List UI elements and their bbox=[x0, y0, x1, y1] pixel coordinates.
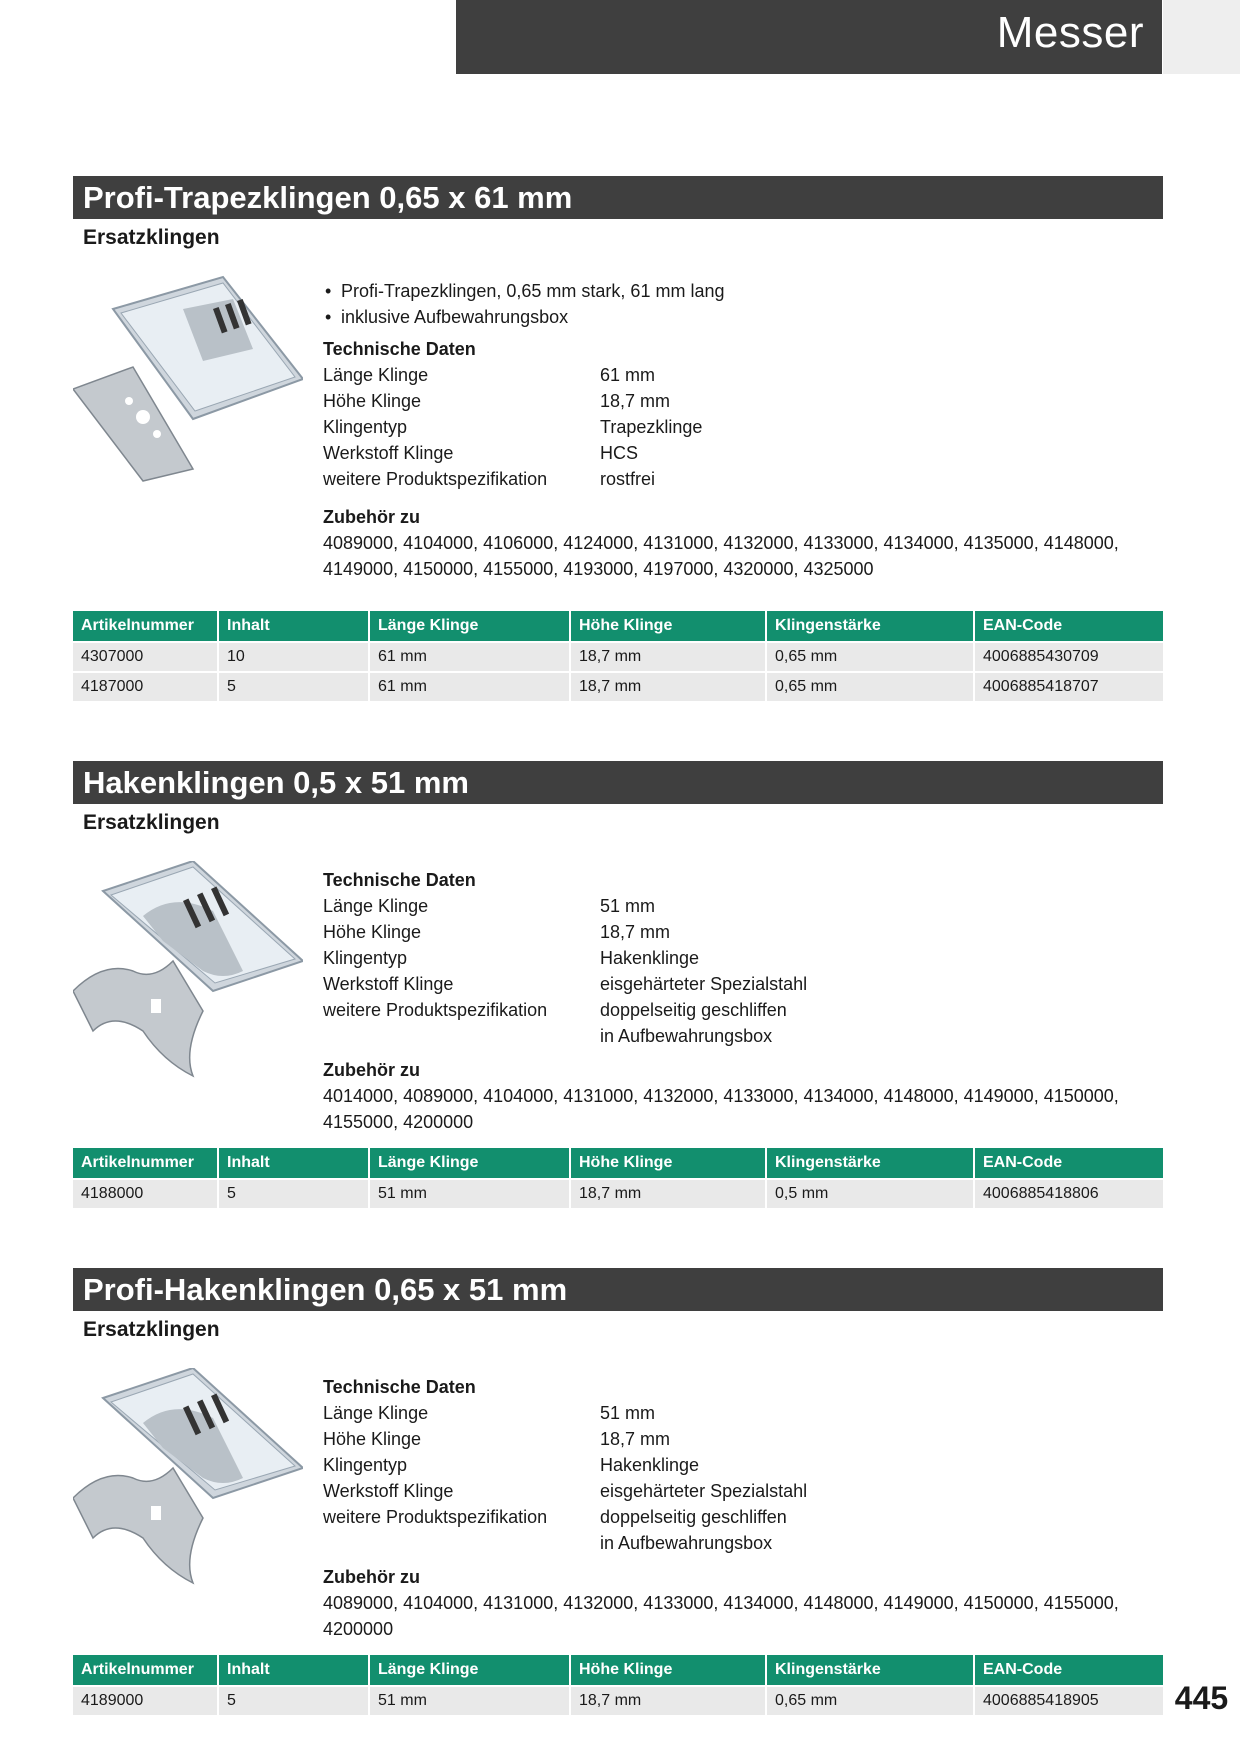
product-section-profi-hakenklingen bbox=[73, 1268, 1163, 1709]
trapezoid-blade-image bbox=[73, 269, 303, 489]
spec-value: doppelseitig geschliffen in Aufbewahrungsbox bbox=[600, 1000, 787, 1046]
spec-row bbox=[323, 945, 1143, 971]
chapter-title: Messer bbox=[996, 8, 1144, 57]
table-cell: 0,65 mm bbox=[766, 672, 974, 701]
section-title: Profi-Hakenklingen 0,65 x 51 mm bbox=[73, 1268, 1163, 1311]
spec-value: rostfrei bbox=[600, 469, 656, 489]
spec-key: Klingentyp bbox=[323, 417, 408, 437]
spec-row bbox=[323, 919, 1143, 945]
spec-value: 18,7 mm bbox=[600, 922, 671, 942]
spec-row bbox=[323, 440, 1143, 466]
spec-key: Länge Klinge bbox=[323, 896, 429, 916]
column-header: Inhalt bbox=[218, 1655, 369, 1686]
spec-key: Höhe Klinge bbox=[323, 1429, 422, 1449]
table-cell: 0,5 mm bbox=[766, 1179, 974, 1208]
column-header: Artikelnummer bbox=[73, 611, 218, 642]
column-header: EAN-Code bbox=[974, 1655, 1163, 1686]
table-cell: 18,7 mm bbox=[570, 1686, 766, 1715]
table-cell: 5 bbox=[218, 672, 369, 701]
accessories-list: 4014000, 4089000, 4104000, 4131000, 4132000, 4133000, 4134000, 4148000, 4149000, 4150000, 4155000, 4200000 bbox=[323, 1086, 1119, 1132]
spec-row bbox=[323, 1478, 1143, 1504]
table-row bbox=[73, 642, 1163, 672]
feature-list bbox=[323, 278, 1143, 330]
spec-row bbox=[323, 971, 1143, 997]
table-cell: 4189000 bbox=[73, 1686, 218, 1715]
table-cell: 4006885418806 bbox=[974, 1179, 1163, 1208]
spec-key: Werkstoff Klinge bbox=[323, 443, 454, 463]
spec-heading: Technische Daten bbox=[323, 870, 476, 890]
spec-key: weitere Produktspezifikation bbox=[323, 1000, 548, 1020]
spec-value: HCS bbox=[600, 443, 639, 463]
spec-row bbox=[323, 1504, 1143, 1556]
table-cell: 18,7 mm bbox=[570, 672, 766, 701]
spec-value: eisgehärteter Spezialstahl bbox=[600, 1481, 808, 1501]
spec-key: Höhe Klinge bbox=[323, 922, 422, 942]
table-row bbox=[73, 672, 1163, 701]
article-table bbox=[73, 1148, 1163, 1208]
spec-value: 51 mm bbox=[600, 896, 656, 916]
column-header: Höhe Klinge bbox=[570, 611, 766, 642]
accessories-heading: Zubehör zu bbox=[323, 1567, 420, 1587]
column-header: Länge Klinge bbox=[369, 611, 570, 642]
column-header: Länge Klinge bbox=[369, 1655, 570, 1686]
spec-key: Höhe Klinge bbox=[323, 391, 422, 411]
product-details bbox=[323, 1368, 1143, 1642]
table-header-row bbox=[73, 1148, 1163, 1179]
section-title: Profi-Trapezklingen 0,65 x 61 mm bbox=[73, 176, 1163, 219]
feature-item: • inklusive Aufbewahrungsbox bbox=[323, 304, 1143, 330]
table-cell: 0,65 mm bbox=[766, 1686, 974, 1715]
column-header: Klingenstärke bbox=[766, 1655, 974, 1686]
section-subtitle: Ersatzklingen bbox=[83, 811, 220, 834]
table-cell: 4006885418707 bbox=[974, 672, 1163, 701]
spec-row bbox=[323, 466, 1143, 492]
table-cell: 4006885430709 bbox=[974, 642, 1163, 672]
spec-key: weitere Produktspezifikation bbox=[323, 1507, 548, 1527]
column-header: EAN-Code bbox=[974, 611, 1163, 642]
spec-key: Werkstoff Klinge bbox=[323, 1481, 454, 1501]
column-header: Artikelnummer bbox=[73, 1148, 218, 1179]
spec-value: Hakenklinge bbox=[600, 1455, 700, 1475]
spec-value: eisgehärteter Spezialstahl bbox=[600, 974, 808, 994]
column-header: Höhe Klinge bbox=[570, 1148, 766, 1179]
table-cell: 61 mm bbox=[369, 672, 570, 701]
accessories-heading: Zubehör zu bbox=[323, 507, 420, 527]
product-section-hakenklingen bbox=[73, 761, 1163, 1202]
accessories-list: 4089000, 4104000, 4131000, 4132000, 4133000, 4134000, 4148000, 4149000, 4150000, 4155000, 4200000 bbox=[323, 1593, 1119, 1639]
spec-row bbox=[323, 893, 1143, 919]
spec-value: 51 mm bbox=[600, 1403, 656, 1423]
column-header: Klingenstärke bbox=[766, 611, 974, 642]
table-cell: 4188000 bbox=[73, 1179, 218, 1208]
spec-row bbox=[323, 997, 1143, 1049]
column-header: Inhalt bbox=[218, 611, 369, 642]
column-header: EAN-Code bbox=[974, 1148, 1163, 1179]
spec-row bbox=[323, 1426, 1143, 1452]
column-header: Höhe Klinge bbox=[570, 1655, 766, 1686]
spec-value: 18,7 mm bbox=[600, 1429, 671, 1449]
table-header-row bbox=[73, 1655, 1163, 1686]
table-cell: 4187000 bbox=[73, 672, 218, 701]
table-cell: 5 bbox=[218, 1686, 369, 1715]
spec-value: Hakenklinge bbox=[600, 948, 700, 968]
article-table bbox=[73, 611, 1163, 701]
section-title: Hakenklingen 0,5 x 51 mm bbox=[73, 761, 1163, 804]
table-cell: 51 mm bbox=[369, 1686, 570, 1715]
table-row bbox=[73, 1179, 1163, 1208]
table-cell: 51 mm bbox=[369, 1179, 570, 1208]
hook-blade-image bbox=[73, 861, 303, 1081]
chapter-header bbox=[456, 0, 1162, 74]
column-header: Inhalt bbox=[218, 1148, 369, 1179]
table-row bbox=[73, 1686, 1163, 1715]
table-cell: 5 bbox=[218, 1179, 369, 1208]
spec-key: Werkstoff Klinge bbox=[323, 974, 454, 994]
spec-heading: Technische Daten bbox=[323, 339, 476, 359]
product-details bbox=[323, 861, 1143, 1135]
table-header-row bbox=[73, 611, 1163, 642]
page-number: 445 bbox=[1174, 1680, 1229, 1716]
product-section-trapezklingen bbox=[73, 176, 1163, 695]
feature-item: • Profi-Trapezklingen, 0,65 mm stark, 61 mm lang bbox=[323, 278, 1143, 304]
article-table bbox=[73, 1655, 1163, 1715]
table-cell: 4307000 bbox=[73, 642, 218, 672]
section-subtitle: Ersatzklingen bbox=[83, 1318, 220, 1341]
spec-key: weitere Produktspezifikation bbox=[323, 469, 548, 489]
column-header: Artikelnummer bbox=[73, 1655, 218, 1686]
spec-row bbox=[323, 414, 1143, 440]
accessories-list: 4089000, 4104000, 4106000, 4124000, 4131000, 4132000, 4133000, 4134000, 4135000, 4148000, 4149000, 4150000, 4155000, 4193000, 4197000, 4320000, 4325000 bbox=[323, 533, 1119, 579]
spec-row bbox=[323, 362, 1143, 388]
column-header: Klingenstärke bbox=[766, 1148, 974, 1179]
table-cell: 61 mm bbox=[369, 642, 570, 672]
table-cell: 18,7 mm bbox=[570, 642, 766, 672]
accessories-heading: Zubehör zu bbox=[323, 1060, 420, 1080]
hook-blade-image bbox=[73, 1368, 303, 1588]
spec-heading: Technische Daten bbox=[323, 1377, 476, 1397]
table-cell: 18,7 mm bbox=[570, 1179, 766, 1208]
product-details bbox=[323, 278, 1143, 582]
spec-key: Länge Klinge bbox=[323, 365, 429, 385]
table-cell: 0,65 mm bbox=[766, 642, 974, 672]
spec-value: Trapezklinge bbox=[600, 417, 703, 437]
chapter-tab bbox=[1163, 0, 1240, 74]
table-cell: 4006885418905 bbox=[974, 1686, 1163, 1715]
spec-key: Klingentyp bbox=[323, 948, 408, 968]
spec-key: Länge Klinge bbox=[323, 1403, 429, 1423]
section-subtitle: Ersatzklingen bbox=[83, 226, 220, 249]
spec-row bbox=[323, 1400, 1143, 1426]
table-cell: 10 bbox=[218, 642, 369, 672]
spec-value: doppelseitig geschliffen in Aufbewahrungsbox bbox=[600, 1507, 787, 1553]
spec-key: Klingentyp bbox=[323, 1455, 408, 1475]
spec-value: 18,7 mm bbox=[600, 391, 671, 411]
column-header: Länge Klinge bbox=[369, 1148, 570, 1179]
spec-value: 61 mm bbox=[600, 365, 656, 385]
spec-row bbox=[323, 388, 1143, 414]
spec-row bbox=[323, 1452, 1143, 1478]
